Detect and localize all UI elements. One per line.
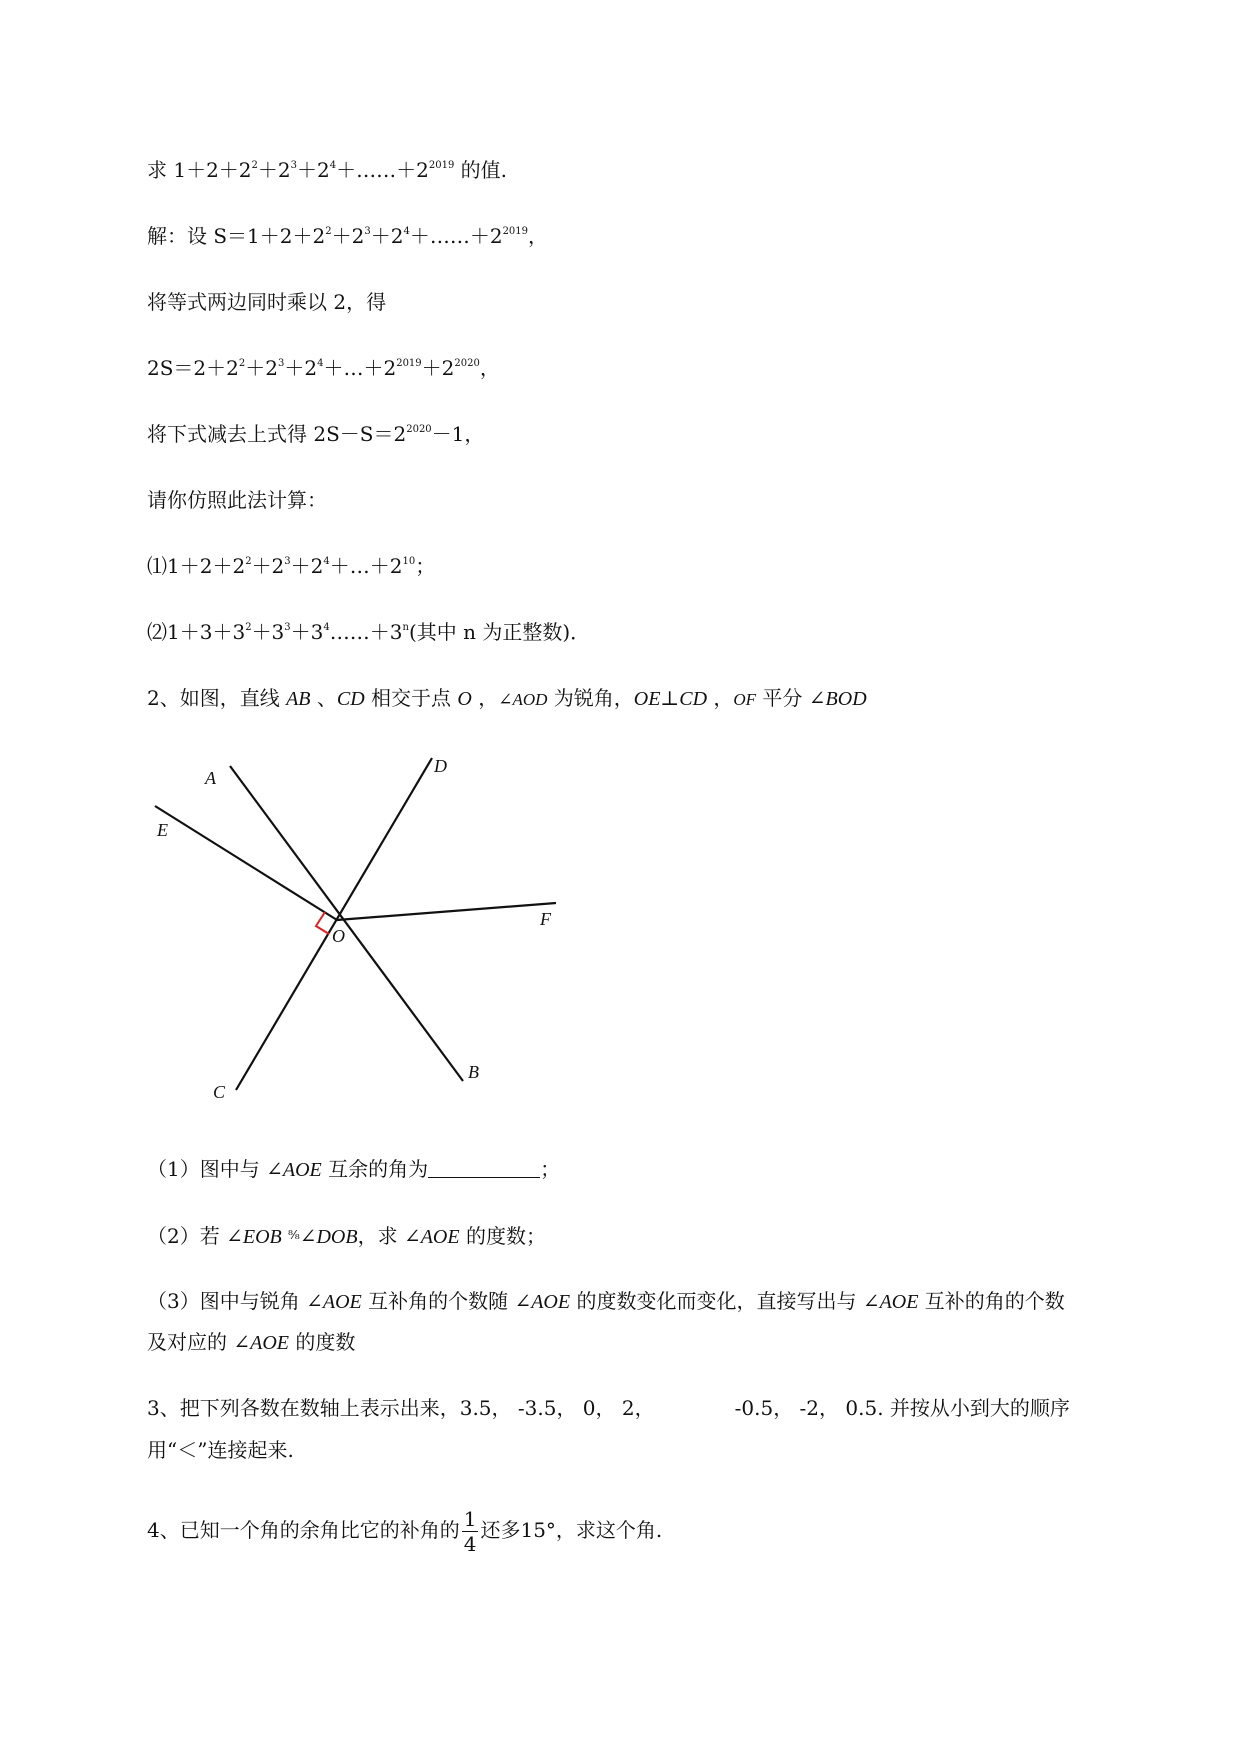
label-b: B (468, 1062, 479, 1082)
label-c: C (213, 1082, 226, 1102)
intro-line-2: 解：设 $S=1+2+2^2+2^3+2^4+\dots\dots+2^{2019}$， (147, 224, 549, 248)
intro-line-1: 求 $1+2+2^2+2^3+2^4+\dots\dots+2^{2019}$ 的值. (147, 158, 508, 182)
fraction-one-quarter: $\frac{1}{4}$ (463, 1507, 477, 1556)
line-ab (230, 766, 463, 1081)
q4-line: 4、已知一个角的余角比它的补角的 $\frac{1}{4}$ 还多15°，求这个角. (147, 1507, 663, 1556)
label-e: E (157, 820, 168, 840)
ray-oe (155, 806, 337, 920)
q2-stem: 2、如图，直线 AB 、CD 相交于点 O ，∠AOD 为锐角，OE⊥CD ，OF 平分 ∠BOD (147, 686, 867, 710)
label-a: A (205, 768, 216, 788)
intro-line-4: $2S=2+2^2+2^3+2^4+\dots+2^{2019}+2^{2020}$， (147, 356, 500, 380)
answer-blank[interactable] (428, 1157, 540, 1178)
label-o: O (332, 926, 345, 946)
intro-line-8: $⑵1+3+3^2+3^3+3^4\dots\dots+3^n$(其中 n 为正整数)． (147, 620, 591, 644)
q3-line-1: 3、把下列各数在数轴上表示出来，3.5， -3.5， 0， 2， -0.5， -2， 0.5. 并按从小到大的顺序 (147, 1396, 1070, 1420)
label-d: D (434, 756, 447, 776)
ray-of (337, 903, 556, 920)
q3-line-2: 用“＜”连接起来. (147, 1438, 294, 1462)
q2-part-2: （2）若 ∠EOB $^{^8⁄_8}$∠DOB，求 ∠AOE 的度数； (147, 1224, 546, 1248)
q2-part-3-cont: 及对应的 ∠AOE 的度数 (147, 1330, 356, 1354)
line-cd (236, 758, 432, 1090)
intro-line-7: $⑴1+2+2^2+2^3+2^4+\dots+2^{10}$； (147, 554, 436, 578)
q2-part-1: （1）图中与 ∠AOE 互余的角为 ； (147, 1157, 561, 1181)
intro-line-6: 请你仿照此法计算： (147, 488, 327, 512)
intro-line-3: 将等式两边同时乘以 2，得 (147, 290, 387, 314)
q2-part-3: （3）图中与锐角 ∠AOE 互补角的个数随 ∠AOE 的度数变化而变化，直接写出与 ∠AOE 互补的角的个数 (147, 1289, 1065, 1313)
intro-line-5: 将下式减去上式得 $2S-S=2^{2020}-1$， (147, 422, 485, 446)
label-f: F (540, 909, 551, 929)
right-angle-mark (316, 912, 329, 934)
